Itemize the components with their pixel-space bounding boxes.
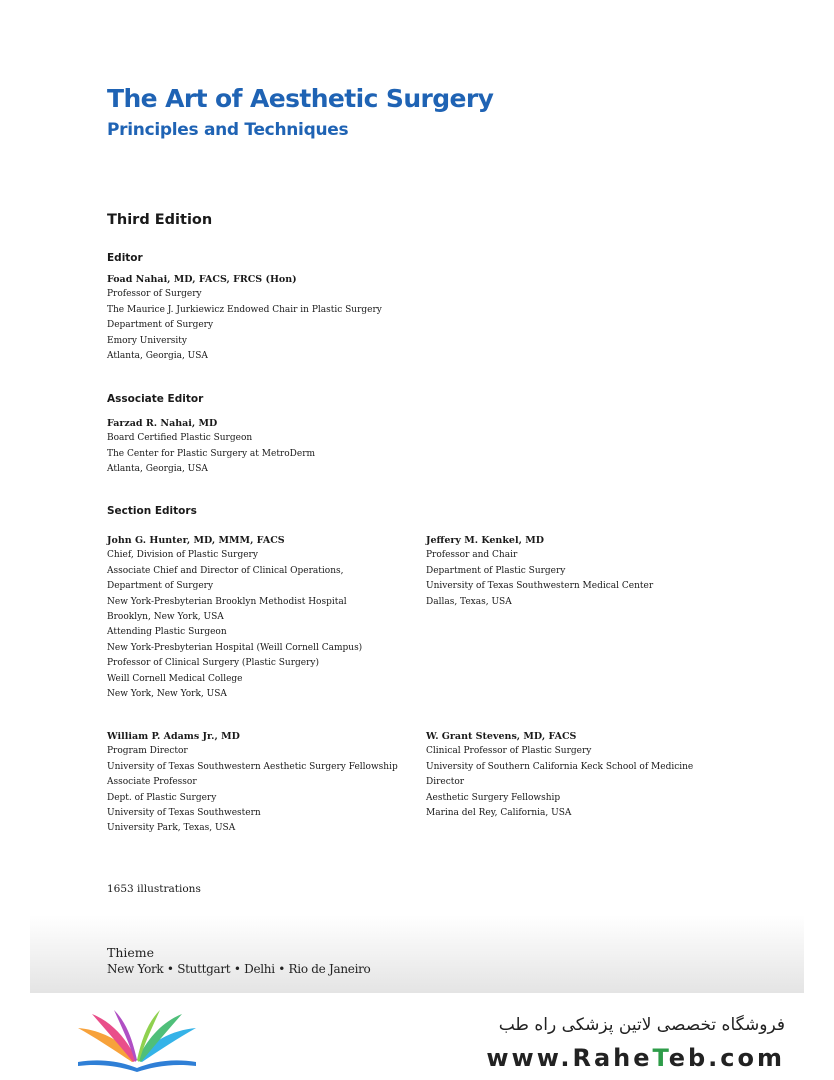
- affiliation-line: Department of Surgery: [107, 581, 214, 592]
- affiliation-line: Aesthetic Surgery Fellowship: [426, 792, 561, 803]
- affiliation-line: New York-Presbyterian Hospital (Weill Cornell Campus): [107, 642, 363, 653]
- website-url-highlight: T: [652, 1044, 669, 1072]
- section-editor-block: [426, 533, 746, 610]
- section-editor-name: John G. Hunter, MD, MMM, FACS: [107, 535, 285, 546]
- section-editor-block: [426, 729, 746, 821]
- section-editor-block: [107, 729, 427, 837]
- affiliation-line: Professor of Surgery: [107, 289, 202, 300]
- affiliation-line: Emory University: [107, 335, 187, 346]
- book-title: The Art of Aesthetic Surgery: [107, 84, 494, 113]
- affiliation-line: Weill Cornell Medical College: [107, 673, 243, 684]
- affiliation-line: Professor and Chair: [426, 550, 518, 561]
- store-name-persian: فروشگاه تخصصی لاتین پزشکی راه طب: [498, 1015, 785, 1035]
- affiliation-line: University of Texas Southwestern Medical Center: [426, 581, 654, 592]
- affiliation-line: Program Director: [107, 746, 188, 757]
- affiliation-line: University of Texas Southwestern Aesthetic Surgery Fellowship: [107, 761, 398, 772]
- affiliation-line: Chief, Division of Plastic Surgery: [107, 550, 258, 561]
- affiliation-line: Dept. of Plastic Surgery: [107, 792, 217, 803]
- website-url: [445, 1044, 785, 1072]
- book-subtitle: Principles and Techniques: [107, 120, 349, 140]
- affiliation-line: The Center for Plastic Surgery at MetroDerm: [107, 448, 316, 459]
- affiliation-line: University of Texas Southwestern: [107, 808, 261, 819]
- affiliation-line: Brooklyn, New York, USA: [107, 612, 224, 623]
- website-url-suffix: eb.com: [668, 1044, 785, 1072]
- section-editors-heading: Section Editors: [107, 505, 197, 517]
- website-url-prefix: www.Rahe: [486, 1044, 653, 1072]
- affiliation-line: Department of Surgery: [107, 320, 214, 331]
- affiliation-line: Board Certified Plastic Surgeon: [107, 433, 253, 444]
- affiliation-line: New York-Presbyterian Brooklyn Methodist Hospital: [107, 596, 347, 607]
- publisher-name: Thieme: [107, 945, 155, 960]
- editor-heading: Editor: [107, 252, 143, 264]
- editor-name: Foad Nahai, MD, FACS, FRCS (Hon): [107, 274, 297, 285]
- affiliation-line: Department of Plastic Surgery: [426, 565, 566, 576]
- affiliation-line: Professor of Clinical Surgery (Plastic Surgery): [107, 658, 320, 669]
- affiliation-line: Clinical Professor of Plastic Surgery: [426, 746, 592, 757]
- affiliation-line: Marina del Rey, California, USA: [426, 808, 572, 819]
- section-editor-name: William P. Adams Jr., MD: [107, 731, 240, 742]
- affiliation-line: University Park, Texas, USA: [107, 823, 236, 834]
- editor-block: [107, 272, 427, 364]
- section-editor-name: Jeffery M. Kenkel, MD: [426, 535, 544, 546]
- associate-editor-heading: Associate Editor: [107, 393, 204, 405]
- illustrations-count: 1653 illustrations: [107, 883, 201, 895]
- affiliation-line: New York, New York, USA: [107, 689, 227, 700]
- affiliation-line: The Maurice J. Jurkiewicz Endowed Chair in Plastic Surgery: [107, 304, 382, 315]
- affiliation-line: Atlanta, Georgia, USA: [107, 464, 208, 475]
- affiliation-line: Director: [426, 777, 465, 788]
- associate-editor-name: Farzad R. Nahai, MD: [107, 418, 218, 429]
- affiliation-line: Associate Chief and Director of Clinical Operations,: [107, 565, 344, 576]
- publisher-cities: New York • Stuttgart • Delhi • Rio de Janeiro: [107, 962, 371, 976]
- affiliation-line: Atlanta, Georgia, USA: [107, 351, 208, 362]
- open-book-rainbow-icon: [72, 1008, 202, 1076]
- affiliation-line: Associate Professor: [107, 777, 197, 788]
- associate-editor-block: [107, 416, 427, 478]
- section-editor-block: [107, 533, 427, 702]
- section-editor-name: W. Grant Stevens, MD, FACS: [426, 731, 577, 742]
- affiliation-line: Attending Plastic Surgeon: [107, 627, 227, 638]
- edition-label: Third Edition: [107, 212, 213, 228]
- affiliation-line: Dallas, Texas, USA: [426, 596, 512, 607]
- affiliation-line: University of Southern California Keck School of Medicine: [426, 761, 694, 772]
